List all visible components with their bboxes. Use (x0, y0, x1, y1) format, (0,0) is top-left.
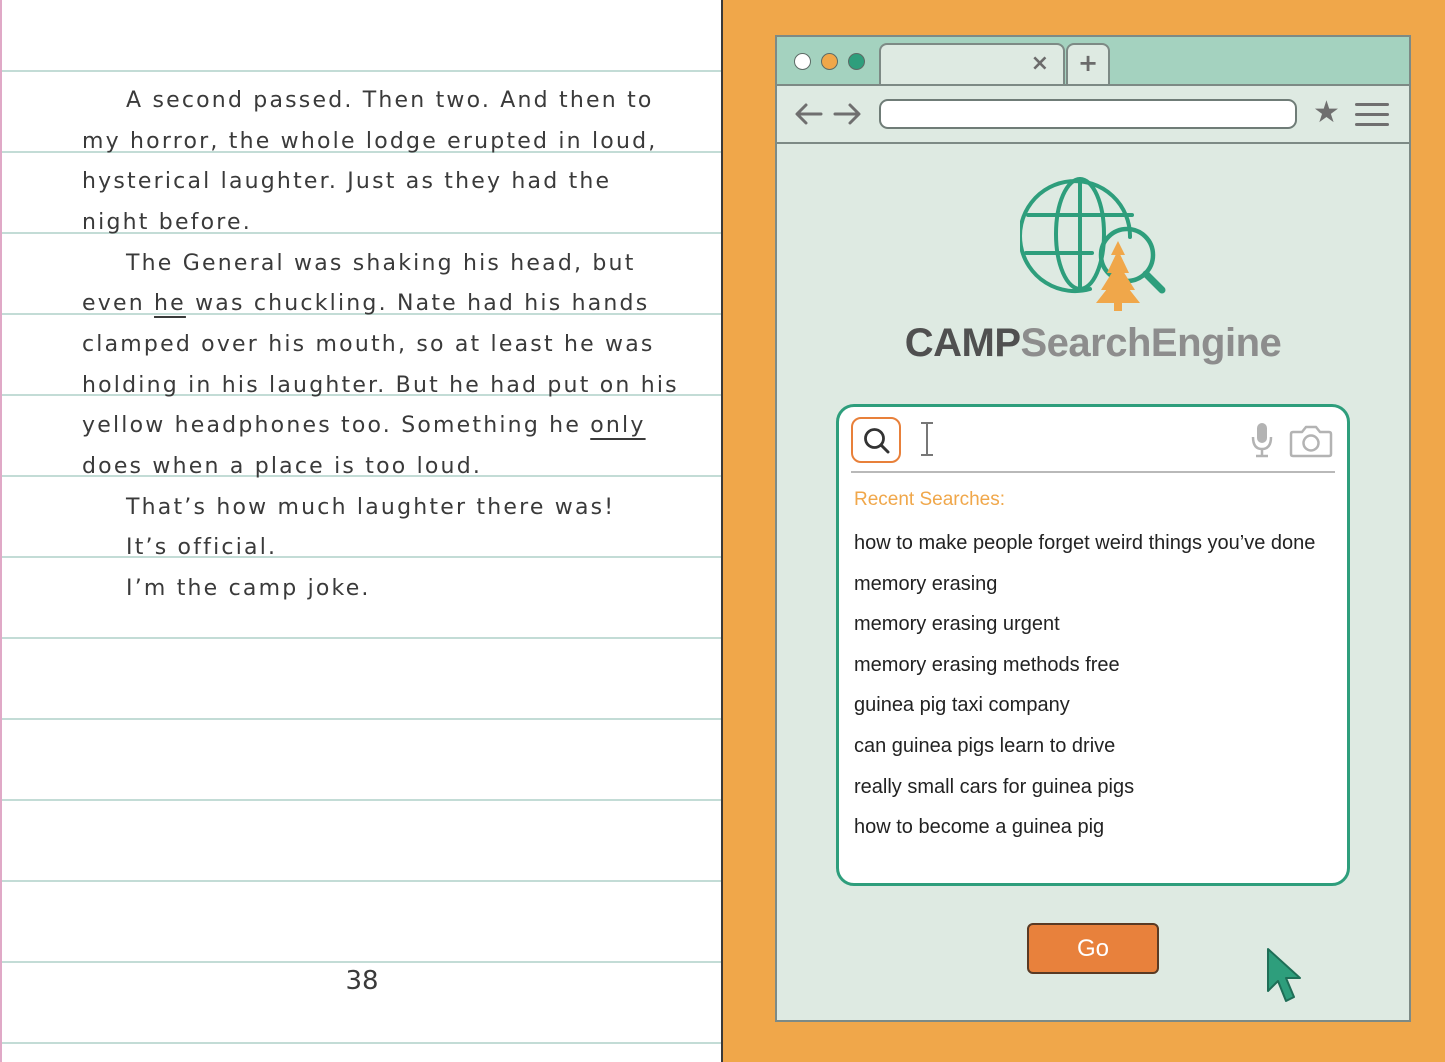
text-fragment: even (82, 291, 155, 316)
recent-search-item[interactable]: memory erasing methods free (854, 654, 1120, 676)
search-underline (851, 471, 1335, 473)
hamburger-icon[interactable] (1355, 103, 1389, 127)
recent-search-item[interactable]: how to become a guinea pig (854, 816, 1105, 838)
text-line: A second passed. Then two. And then to (126, 88, 654, 113)
forward-arrow-icon[interactable] (831, 100, 863, 128)
text-line: The General was shaking his head, but (126, 251, 636, 276)
window-maximize-dot[interactable] (848, 53, 865, 70)
recent-search-item[interactable]: guinea pig taxi company (854, 694, 1070, 716)
text-cursor-icon (919, 421, 935, 457)
text-line: It’s official. (126, 535, 278, 560)
new-tab-button[interactable]: + (1066, 43, 1110, 84)
browser-toolbar (777, 84, 1409, 144)
recent-search-item[interactable]: really small cars for guinea pigs (854, 776, 1135, 798)
microphone-icon[interactable] (1249, 421, 1275, 459)
text-line: my horror, the whole lodge erupted in loud, (82, 129, 658, 154)
text-line: holding in his laughter. But he had put on his (82, 373, 679, 398)
recent-search-item[interactable]: memory erasing urgent (854, 613, 1060, 635)
address-bar[interactable] (879, 99, 1297, 129)
camera-icon[interactable] (1289, 424, 1333, 458)
tab-bar (777, 37, 1409, 84)
text-fragment: yellow headphones too. Something he (82, 413, 591, 438)
brand-part-search-engine: SearchEngine (1020, 321, 1282, 365)
star-icon[interactable]: ★ (1313, 95, 1340, 130)
underlined-word: only (590, 413, 646, 438)
browser-window (775, 35, 1411, 1022)
search-button[interactable] (851, 417, 901, 463)
notebook-page (0, 0, 721, 1062)
text-line: clamped over his mouth, so at least he was (82, 332, 655, 357)
text-line (82, 284, 649, 324)
text-line: hysterical laughter. Just as they had the (82, 169, 612, 194)
search-input[interactable] (947, 421, 1241, 457)
globe-search-logo-icon (1020, 177, 1170, 312)
recent-search-item[interactable]: how to make people forget weird things you’ve done (854, 532, 1316, 554)
brand-logo-text (777, 319, 1409, 367)
recent-search-item[interactable]: memory erasing (854, 573, 998, 595)
text-line: does when a place is too loud. (82, 454, 483, 479)
go-button[interactable]: Go (1027, 923, 1159, 974)
browser-tab[interactable] (879, 43, 1065, 84)
brand-part-camp: CAMP (904, 321, 1021, 365)
search-icon (863, 427, 891, 455)
recent-searches-title: Recent Searches: (854, 489, 1006, 510)
window-close-dot[interactable] (794, 53, 811, 70)
search-panel (836, 404, 1350, 886)
tab-close-icon[interactable]: × (1030, 51, 1049, 76)
recent-search-item[interactable]: can guinea pigs learn to drive (854, 735, 1116, 757)
back-arrow-icon[interactable] (793, 100, 825, 128)
mouse-pointer-icon (1264, 947, 1304, 1009)
text-line (82, 406, 646, 446)
page-number: 38 (345, 966, 379, 996)
text-fragment: was chuckling. Nate had his hands (185, 291, 650, 316)
underlined-word: he (154, 291, 186, 316)
text-line: I’m the camp joke. (126, 576, 371, 601)
text-line: night before. (82, 210, 252, 235)
text-line: That’s how much laughter there was! (126, 495, 616, 520)
window-minimize-dot[interactable] (821, 53, 838, 70)
